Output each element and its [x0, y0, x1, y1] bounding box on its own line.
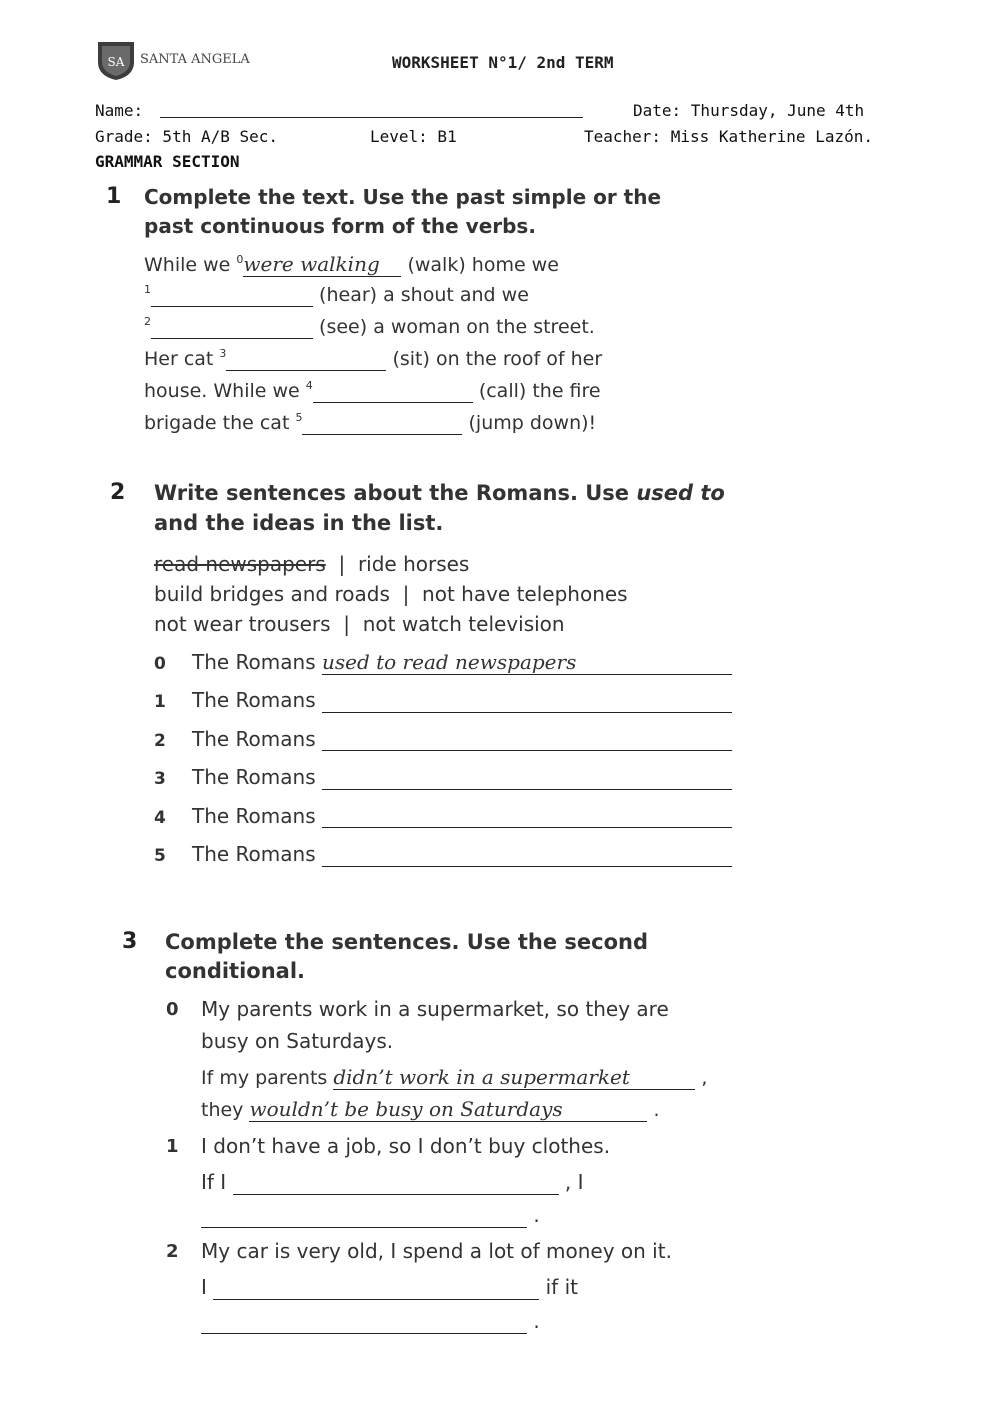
ex3-q2-number: 2: [166, 1241, 179, 1262]
ex1-blank3[interactable]: [226, 350, 386, 371]
ex2-sentence-row: [154, 765, 732, 790]
ex3-number: 3: [122, 929, 138, 954]
ex3-q2-line3: .: [201, 1309, 540, 1334]
ex2-sentence-row: [154, 842, 732, 867]
ex3-q1-number: 1: [166, 1136, 179, 1157]
grade-label: Grade: 5th A/B Sec.: [95, 127, 279, 146]
ex3-q0-answer1: didn’t work in a supermarket: [333, 1065, 695, 1090]
ex1-line5: house. While we $^4$ (call) the fire: [144, 379, 601, 402]
ex3-q2-blank2[interactable]: [201, 1313, 527, 1334]
ex2-sentence-row: [154, 688, 732, 713]
ex3-q1-blank1[interactable]: [233, 1174, 559, 1195]
ex2-item-number: 5: [154, 846, 166, 866]
ex1-blank4[interactable]: [313, 382, 473, 403]
ex1-blank2[interactable]: [151, 318, 313, 339]
date-label: Date: Thursday, June 4th: [633, 101, 865, 120]
ex2-item-text: The Romans: [192, 842, 316, 866]
ex2-item-number: 0: [154, 654, 166, 674]
ex2-item-blank[interactable]: [322, 846, 732, 867]
ex1-line3: $^2$ (see) a woman on the street.: [144, 315, 595, 338]
ex3-title-line2: conditional.: [165, 959, 306, 983]
ex1-number: 1: [106, 184, 122, 209]
level-label: Level: B1: [370, 127, 457, 146]
shield-icon: [94, 38, 138, 82]
ex1-blank5[interactable]: [302, 414, 462, 435]
ex2-item-blank[interactable]: [322, 769, 732, 790]
ex3-q2-blank1[interactable]: [213, 1279, 539, 1300]
ex2-sentence-row: [154, 650, 732, 675]
ex2-item-answer: used to read newspapers: [322, 650, 732, 675]
school-logo: [94, 38, 250, 82]
ex1-line2: $^1$ (hear) a shout and we: [144, 283, 529, 306]
idea-crossed: read newspapers: [154, 552, 326, 576]
name-label: Name:: [95, 101, 144, 120]
ex2-item-blank[interactable]: [322, 807, 732, 828]
ex3-title-line1: Complete the sentences. Use the second: [165, 930, 648, 954]
ex2-sentence-row: [154, 804, 732, 829]
ex2-ideas-line3: not wear trousers | not watch television: [154, 612, 565, 636]
ex3-q0-line1: My parents work in a supermarket, so they are: [201, 997, 669, 1021]
ex1-line4: Her cat $^3$ (sit) on the roof of her: [144, 347, 603, 370]
ex3-q0-line2: busy on Saturdays.: [201, 1029, 394, 1053]
ex3-q0-line3: If my parents didn’t work in a supermarket ,: [201, 1065, 708, 1089]
logo-initials: SA: [107, 55, 125, 69]
ex1-line1: While we $^0$were walking (walk) home we: [144, 252, 559, 276]
ex1-line6: brigade the cat $^5$ (jump down)!: [144, 411, 597, 434]
ex3-q1-text: I don’t have a job, so I don’t buy clothes.: [201, 1134, 611, 1158]
ex1-answer0: were walking: [243, 252, 401, 277]
ex2-title-line1: Write sentences about the Romans. Use used to: [154, 481, 725, 505]
ex2-item-number: 3: [154, 769, 166, 790]
ex2-item-blank[interactable]: [322, 730, 732, 751]
ex2-sentence-row: [154, 727, 732, 752]
ex2-title-line2: and the ideas in the list.: [154, 511, 444, 535]
ex2-item-text: The Romans: [192, 650, 316, 674]
ex1-title-line2: past continuous form of the verbs.: [144, 214, 536, 238]
ex2-item-number: 1: [154, 692, 166, 713]
ex2-item-number: 4: [154, 807, 166, 828]
ex2-item-blank[interactable]: [322, 692, 732, 713]
ex1-blank1[interactable]: [151, 286, 313, 307]
ex1-title-line1: Complete the text. Use the past simple or the: [144, 185, 662, 209]
logo-text: SANTA ANGELA: [140, 52, 250, 67]
ex3-q0-line4: they wouldn’t be busy on Saturdays .: [201, 1097, 660, 1121]
section-title: GRAMMAR SECTION: [95, 152, 240, 171]
ex2-ideas-line1: read newspapers | ride horses: [154, 552, 470, 576]
teacher-label: Teacher: Miss Katherine Lazón.: [584, 127, 873, 146]
ex3-q0-number: 0: [166, 999, 179, 1020]
name-input[interactable]: [160, 97, 583, 118]
ex2-item-text: The Romans: [192, 688, 316, 713]
ex3-q0-answer2: wouldn’t be busy on Saturdays: [249, 1097, 647, 1122]
ex3-q1-line2: If I , I: [201, 1170, 584, 1194]
ex2-item-text: The Romans: [192, 803, 316, 828]
ex2-item-number: 2: [154, 730, 166, 751]
ex3-q1-blank2[interactable]: [201, 1207, 527, 1228]
ex2-item-text: The Romans: [192, 726, 316, 751]
ex2-ideas-line2: build bridges and roads | not have telephones: [154, 582, 628, 606]
ex3-q1-line3: .: [201, 1203, 540, 1228]
ex2-number: 2: [110, 480, 126, 505]
worksheet-title: WORKSHEET N°1/ 2nd TERM: [392, 53, 614, 72]
ex2-item-text: The Romans: [192, 765, 316, 790]
ex3-q2-line2: I if it: [201, 1275, 578, 1299]
ex3-q2-text: My car is very old, I spend a lot of money on it.: [201, 1239, 672, 1263]
